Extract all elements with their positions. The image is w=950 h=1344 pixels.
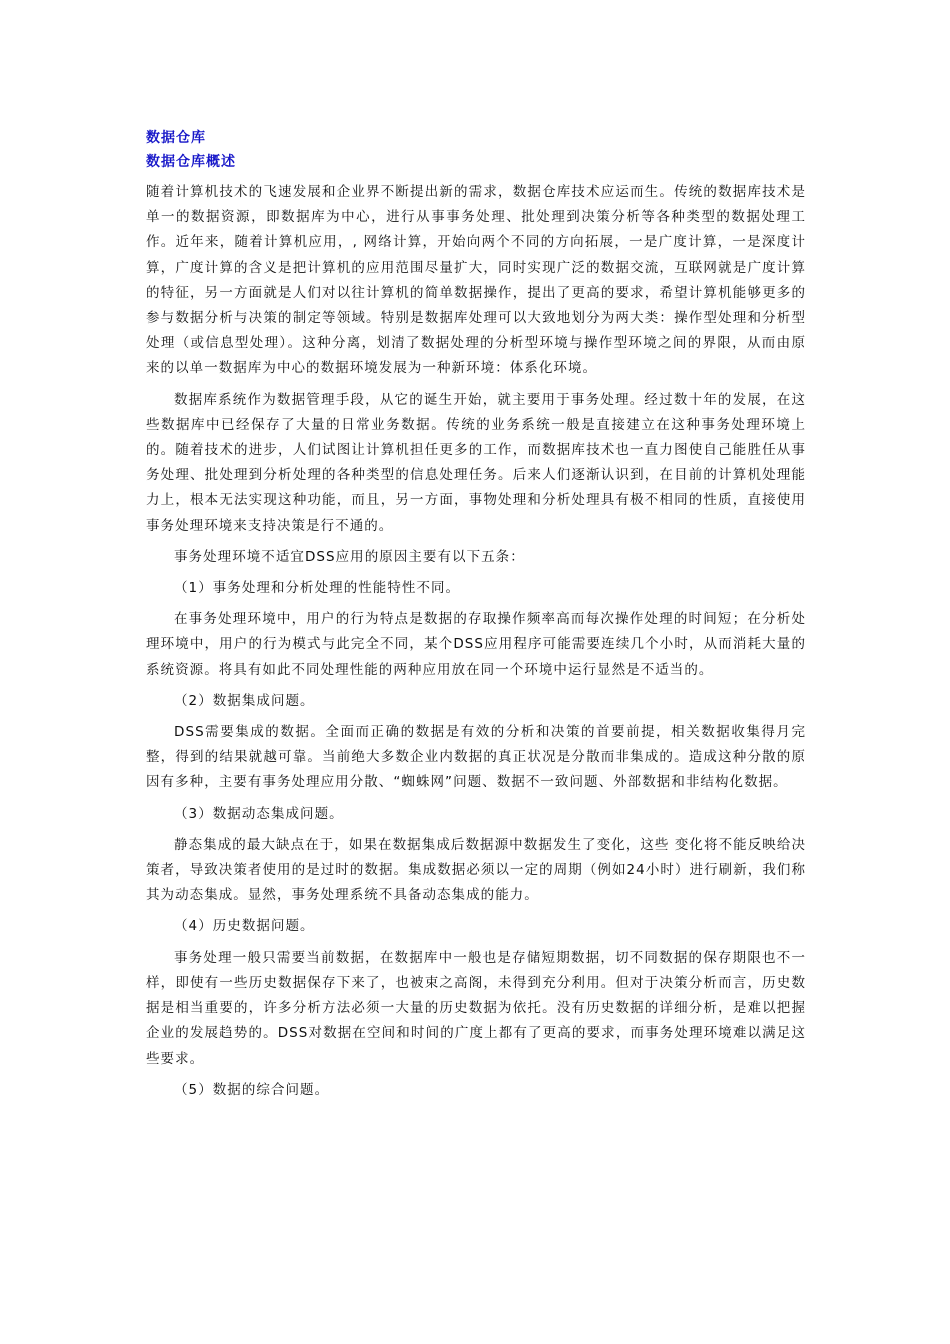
list-item-5-heading: （5）数据的综合问题。 xyxy=(174,1081,330,1098)
list-item-1-heading: （1）事务处理和分析处理的性能特性不同。 xyxy=(174,580,461,597)
list-item-3-heading: （3）数据动态集成问题。 xyxy=(174,805,344,822)
paragraph-historical-data: 事务处理一般只需要当前数据，在数据库中一般也是存储短期数据，切不同数据的保存期限也不一样，即使有一些历史数据保存下来了，也被束之高阁，未得到充分利用。但对于决策分析而言，历史数据是相当重要的，许多分析方法必须一大量的历史数据为依托。没有历史数据的详细分析，是难以把握企业的发展趋势的。DSS对数据在空间和时间的广度上都有了更高的要求，而事务处理环境难以满足这些要求。 xyxy=(146,949,806,1067)
paragraph-integration: DSS需要集成的数据。全面而正确的数据是有效的分析和决策的首要前提，相关数据收集得月完整，得到的结果就越可靠。当前绝大多数企业内数据的真正状况是分散而非集成的。造成这种分散的原因有多种，主要有事务处理应用分散、“蜘蛛网”问题、数据不一致问题、外部数据和非结构化数据。 xyxy=(146,724,806,791)
paragraph-database-systems: 数据库系统作为数据管理手段，从它的诞生开始，就主要用于事务处理。经过数十年的发展，在这些数据库中已经保存了大量的日常业务数据。传统的业务系统一般是直接建立在这种事务处理环境上的。随着技术的进步，人们试图让计算机担任更多的工作，而数据库技术也一直力图使自己能胜任从事务处理、批处理到分析处理的各种类型的信息处理任务。后来人们逐渐认识到，在目前的计算机处理能力上，根本无法实现这种功能，而且，另一方面，事物处理和分析处理具有极不相同的性质，直接使用事务处理环境来支持决策是行不通的。 xyxy=(146,391,806,534)
section-heading: 数据仓库概述 xyxy=(146,154,236,170)
document-page xyxy=(146,126,806,1109)
paragraph-dynamic-integration: 静态集成的最大缺点在于，如果在数据集成后数据源中数据发生了变化，这些 变化将不能反映给决策者，导致决策者使用的是过时的数据。集成数据必须以一定的周期（例如24小时）进行刷新，我们称其为动态集成。显然，事务处理系统不具备动态集成的能力。 xyxy=(146,836,806,904)
paragraph-reasons-lead: 事务处理环境不适宜DSS应用的原因主要有以下五条： xyxy=(174,548,525,565)
paragraph-performance: 在事务处理环境中，用户的行为特点是数据的存取操作频率高而每次操作处理的时间短；在分析处理环境中，用户的行为模式与此完全不同，某个DSS应用程序可能需要连续几个小时，从而消耗大量的系统资源。将具有如此不同处理性能的两种应用放在同一个环境中运行显然是不适当的。 xyxy=(146,611,806,678)
list-item-4-heading: （4）历史数据问题。 xyxy=(174,918,315,935)
list-item-2-heading: （2）数据集成问题。 xyxy=(174,692,315,709)
paragraph-intro: 随着计算机技术的飞速发展和企业界不断提出新的需求，数据仓库技术应运而生。传统的数据库技术是单一的数据资源，即数据库为中心，进行从事事务处理、批处理到决策分析等各种类型的数据处理工作。近年来，随着计算机应用，, 网络计算，开始向两个不同的方向拓展，一是广度计算，一是深度计算，广度计算的含义是把计算机的应用范围尽量扩大，同时实现广泛的数据交流，互联网就是广度计算的特征，另一方面就是人们对以往计算机的简单数据操作，提出了更高的要求，希望计算机能够更多的参与数据分析与决策的制定等领域。特别是数据库处理可以大致地划分为两大类：操作型处理和分析型处理（或信息型处理）。这种分离，划清了数据处理的分析型环境与操作型环境之间的界限，从而由原来的以单一数据库为中心的数据环境发展为一种新环境：体系化环境。 xyxy=(146,184,806,377)
document-title: 数据仓库 xyxy=(146,130,206,146)
